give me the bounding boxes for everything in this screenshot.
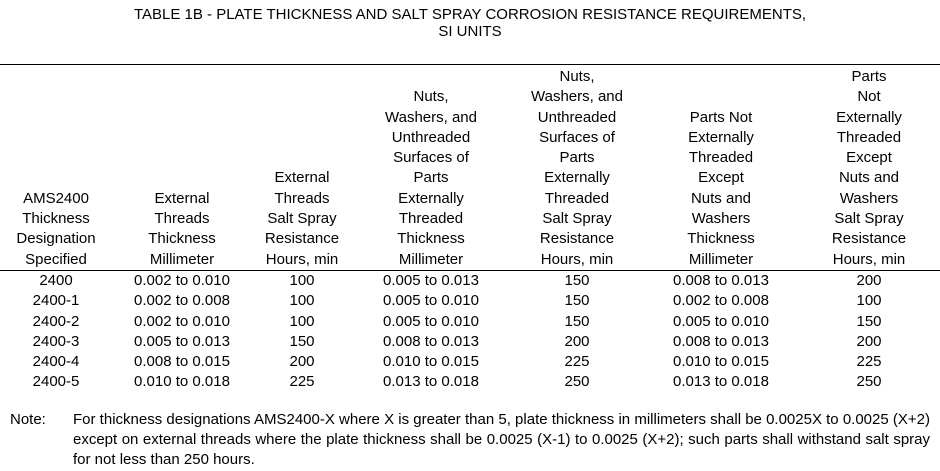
cell-external-thickness: 0.008 to 0.015 xyxy=(134,353,230,371)
note-text: For thickness designations AMS2400-X where X is greater than 5, plate thickness in millimeters shall be 0.0025X to 0.0025 (X+2) except on external threads where the plate thickness shall be 0.0025 (X-1) to 0.0025 (X+2); such parts shall withstand salt spray for not less than 250 hours. xyxy=(73,411,930,468)
header-thickness-designation: AMS2400 Thickness Designation Specified xyxy=(0,67,112,270)
header-top-rule xyxy=(0,64,940,65)
cell-external-thickness: 0.002 to 0.008 xyxy=(134,292,230,310)
cell-parts-thickness: 0.002 to 0.008 xyxy=(673,292,769,310)
cell-external-salt-spray: 200 xyxy=(289,353,315,371)
cell-designation: 2400-4 xyxy=(32,353,80,371)
cell-nuts-thickness: 0.005 to 0.013 xyxy=(383,271,479,289)
cell-designation: 2400-2 xyxy=(32,312,80,330)
cell-external-thickness: 0.010 to 0.018 xyxy=(134,373,230,391)
header-nuts-washers-thickness: Nuts, Washers, and Unthreaded Surfaces of Parts Externally Threaded Thickness Millimeter xyxy=(352,67,510,270)
cell-external-thickness: 0.005 to 0.013 xyxy=(134,332,230,350)
cell-nuts-salt-spray: 225 xyxy=(564,353,590,371)
requirements-table xyxy=(0,67,940,393)
cell-nuts-salt-spray: 250 xyxy=(564,373,590,391)
cell-external-salt-spray: 100 xyxy=(289,292,315,310)
cell-parts-thickness: 0.010 to 0.015 xyxy=(673,353,769,371)
table-header-row xyxy=(0,67,940,270)
cell-designation: 2400-5 xyxy=(32,373,80,391)
header-external-threads-salt-spray: External Threads Salt Spray Resistance Hours, min xyxy=(252,67,352,270)
cell-external-salt-spray: 100 xyxy=(289,312,315,330)
cell-parts-salt-spray: 250 xyxy=(856,373,882,391)
table-row xyxy=(0,312,940,332)
cell-designation: 2400-3 xyxy=(32,332,80,350)
header-external-threads-thickness: External Threads Thickness Millimeter xyxy=(112,67,252,270)
cell-parts-salt-spray: 200 xyxy=(856,271,882,289)
table-row xyxy=(0,352,940,372)
cell-external-salt-spray: 150 xyxy=(289,332,315,350)
cell-nuts-thickness: 0.005 to 0.010 xyxy=(383,292,479,310)
table-title-line-2: SI UNITS xyxy=(438,23,502,40)
header-nuts-washers-salt-spray: Nuts, Washers, and Unthreaded Surfaces of Parts Externally Threaded Salt Spray Resistance Hours, min xyxy=(510,67,644,270)
cell-nuts-thickness: 0.013 to 0.018 xyxy=(383,373,479,391)
table-title xyxy=(0,6,940,40)
cell-parts-thickness: 0.013 to 0.018 xyxy=(673,373,769,391)
cell-parts-salt-spray: 100 xyxy=(856,292,882,310)
cell-designation: 2400 xyxy=(39,271,73,289)
table-row xyxy=(0,372,940,392)
cell-nuts-thickness: 0.005 to 0.010 xyxy=(383,312,479,330)
cell-parts-salt-spray: 225 xyxy=(856,353,882,371)
table-row xyxy=(0,270,940,291)
cell-parts-thickness: 0.005 to 0.010 xyxy=(673,312,769,330)
cell-nuts-salt-spray: 150 xyxy=(564,292,590,310)
cell-nuts-thickness: 0.010 to 0.015 xyxy=(383,353,479,371)
cell-nuts-salt-spray: 200 xyxy=(564,332,590,350)
cell-nuts-salt-spray: 150 xyxy=(564,312,590,330)
table-row xyxy=(0,291,940,311)
table-title-line-1: TABLE 1B - PLATE THICKNESS AND SALT SPRAY CORROSION RESISTANCE REQUIREMENTS, xyxy=(133,6,807,23)
cell-designation: 2400-1 xyxy=(32,292,80,310)
cell-external-thickness: 0.002 to 0.010 xyxy=(134,271,230,289)
header-parts-not-threaded-thickness: Parts Not Externally Threaded Except Nuts and Washers Thickness Millimeter xyxy=(644,67,798,270)
table-row xyxy=(0,332,940,352)
cell-parts-thickness: 0.008 to 0.013 xyxy=(673,271,769,289)
cell-parts-salt-spray: 150 xyxy=(856,312,882,330)
header-parts-not-threaded-salt-spray: Parts Not Externally Threaded Except Nuts and Washers Salt Spray Resistance Hours, min xyxy=(798,67,940,270)
cell-parts-salt-spray: 200 xyxy=(856,332,882,350)
cell-parts-thickness: 0.008 to 0.013 xyxy=(673,332,769,350)
cell-nuts-salt-spray: 150 xyxy=(564,271,590,289)
note-label: Note: xyxy=(10,411,46,428)
cell-nuts-thickness: 0.008 to 0.013 xyxy=(383,332,479,350)
cell-external-salt-spray: 225 xyxy=(289,373,315,391)
cell-external-thickness: 0.002 to 0.010 xyxy=(134,312,230,330)
cell-external-salt-spray: 100 xyxy=(289,271,315,289)
